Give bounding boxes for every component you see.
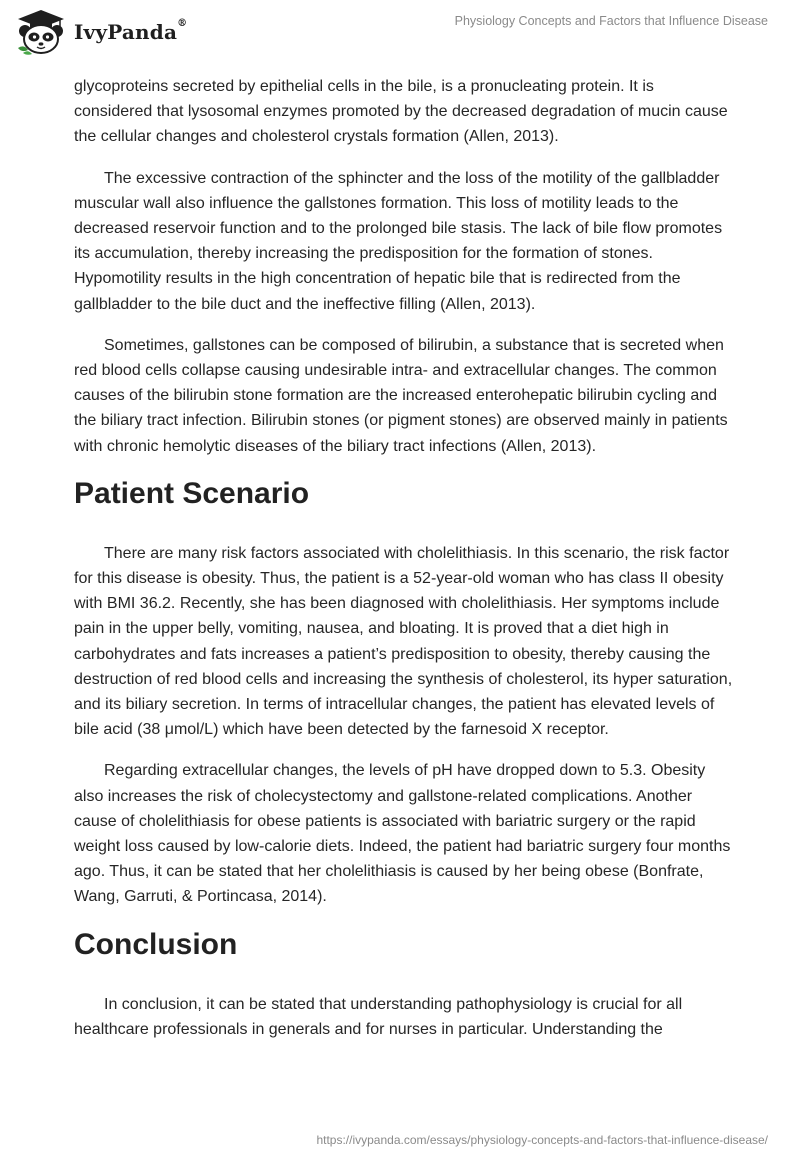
source-url[interactable]: https://ivypanda.com/essays/physiology-concepts-and-factors-that-influence-disease/ bbox=[316, 1133, 768, 1147]
document-title: Physiology Concepts and Factors that Influence Disease bbox=[454, 14, 768, 28]
paragraph-conclusion: In conclusion, it can be stated that understanding pathophysiology is crucial for all healthcare professionals in generals and for nurses in particular. Understanding the bbox=[74, 995, 683, 1038]
paragraph-motility: The excessive contraction of the sphincter and the loss of the motility of the gallbladder muscular wall also influence the gallstones formation. This loss of motility leads to the decreased reservoir function and to the prolonged bile stasis. The lack of bile flow promotes its accumulation, thereby increasing the predisposition for the formation of stones. Hypomotility results in the high concentration of hepatic bile that is redirected from the gallbladder to the bile duct and the ineffective filling (Allen, 2013). bbox=[74, 169, 723, 313]
paragraph-continuation: glycoproteins secreted by epithelial cells in the bile, is a pronucleating protein. It is considered that lysosomal enzymes promoted by the decreased degradation of mucin cause the cellular changes and cholesterol crystals formation (Allen, 2013). bbox=[74, 78, 728, 146]
page-header bbox=[0, 0, 800, 62]
registered-mark: ® bbox=[177, 18, 188, 29]
heading-patient-scenario: Patient Scenario bbox=[74, 476, 310, 510]
paragraph-extracellular: Regarding extracellular changes, the levels of pH have dropped down to 5.3. Obesity also increases the risk of cholecystectomy and gallstone-related complications. Another cause of cholelithiasis for obese patients is associated with bariatric surgery or the rapid weight loss caused by low-calorie diets. Indeed, the patient had bariatric surgery four months ago. Thus, it can be stated that her cholelithiasis is caused by her being obese (Bonfrate, Wang, Garruti, & Portincasa, 2014). bbox=[74, 762, 731, 906]
essay-body bbox=[74, 74, 734, 1058]
paragraph-bilirubin: Sometimes, gallstones can be composed of bilirubin, a substance that is secreted when red blood cells collapse causing undesirable intra- and extracellular changes. The common causes of the bilirubin stone formation are the increased enterohepatic bilirubin cycling and the biliary tract infection. Bilirubin stones (or pigment stones) are observed mainly in patients with chronic hemolytic diseases of the biliary tract infections (Allen, 2013). bbox=[74, 336, 728, 455]
heading-conclusion: Conclusion bbox=[74, 927, 238, 961]
ivypanda-logo[interactable] bbox=[14, 8, 187, 56]
brand-name: IvyPanda® bbox=[74, 18, 188, 44]
paragraph-risk-factors: There are many risk factors associated with cholelithiasis. In this scenario, the risk factor for this disease is obesity. Thus, the patient is a 52-year-old woman who has class II obesity with BMI 36.2. Recently, she has been diagnosed with cholelithiasis. Her symptoms include pain in the upper belly, vomiting, nausea, and bloating. It is proved that a diet high in carbohydrates and fats increases a patient’s predisposition to obesity, thereby causing the destruction of red blood cells and increasing the synthesis of cholesterol, its hyper saturation, and its biliary secretion. In terms of intracellular changes, the patient has elevated levels of bile acid (38 μmol/L) which have been detected by the farnesoid X receptor. bbox=[74, 544, 733, 739]
panda-graduate-icon bbox=[14, 8, 68, 56]
